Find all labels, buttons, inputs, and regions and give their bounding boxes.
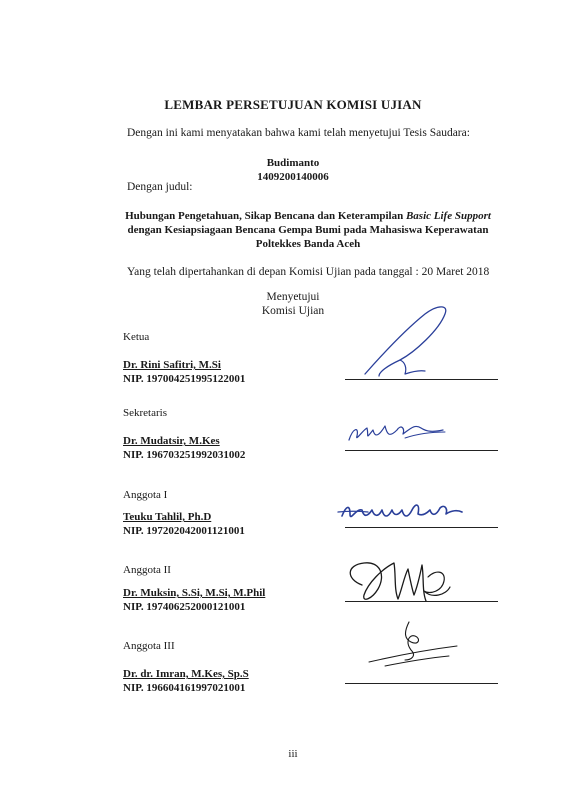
defended-statement: Yang telah dipertahankan di depan Komisi Ujian pada tanggal : 20 Maret 2018 <box>127 266 490 278</box>
member-name: Dr. Rini Safitri, M.Si <box>123 359 221 371</box>
student-name: Budimanto <box>266 157 320 169</box>
intro-text: Dengan ini kami menyatakan bahwa kami telah menyetujui Tesis Saudara: <box>127 127 470 139</box>
member-nip: NIP. 197406252000121001 <box>123 601 246 613</box>
member-name: Teuku Tahlil, Ph.D <box>123 511 212 523</box>
signature-anggota-3 <box>365 620 465 670</box>
student-id: 1409200140006 <box>257 171 329 183</box>
member-role: Sekretaris <box>123 407 167 419</box>
member-nip: NIP. 196604161997021001 <box>123 682 246 694</box>
signature-sekretaris <box>345 418 455 448</box>
member-nip: NIP. 196703251992031002 <box>123 449 246 461</box>
member-block <box>123 667 249 695</box>
thesis-title-italic: Basic Life Support <box>405 210 491 222</box>
approval-line2: Komisi Ujian <box>261 305 325 317</box>
member-block <box>123 586 265 614</box>
thesis-title-part2: dengan Kesiapsiagaan Bencana Gempa Bumi pada Mahasiswa Keperawatan Poltekkes Banda Aceh <box>127 224 489 250</box>
student-block <box>0 156 586 184</box>
member-name: Dr. Muksin, S.Si, M.Si, M.Phil <box>123 587 266 599</box>
title-label: Dengan judul: <box>127 181 193 193</box>
signature-anggota-2 <box>342 555 462 610</box>
member-name: Dr. dr. Imran, M.Kes, Sp.S <box>123 668 249 680</box>
member-nip: NIP. 197004251995122001 <box>123 373 246 385</box>
member-block <box>123 434 245 462</box>
page-number: iii <box>288 748 298 760</box>
member-role: Anggota I <box>123 489 168 501</box>
signature-line <box>345 683 498 684</box>
approval-line1: Menyetujui <box>266 291 320 303</box>
member-role: Anggota II <box>123 564 171 576</box>
thesis-title <box>110 209 506 251</box>
signature-anggota-1 <box>338 500 468 532</box>
member-nip: NIP. 197202042001121001 <box>123 525 245 537</box>
signature-line <box>345 450 498 451</box>
member-role: Ketua <box>123 331 150 343</box>
signature-ketua <box>345 302 455 382</box>
member-name: Dr. Mudatsir, M.Kes <box>123 435 220 447</box>
thesis-title-part1: Hubungan Pengetahuan, Sikap Bencana dan Keterampilan <box>125 210 406 222</box>
member-role: Anggota III <box>123 640 175 652</box>
member-block <box>123 358 245 386</box>
member-block <box>123 510 245 538</box>
approval-heading <box>0 290 586 318</box>
page-title: LEMBAR PERSETUJUAN KOMISI UJIAN <box>164 97 422 112</box>
